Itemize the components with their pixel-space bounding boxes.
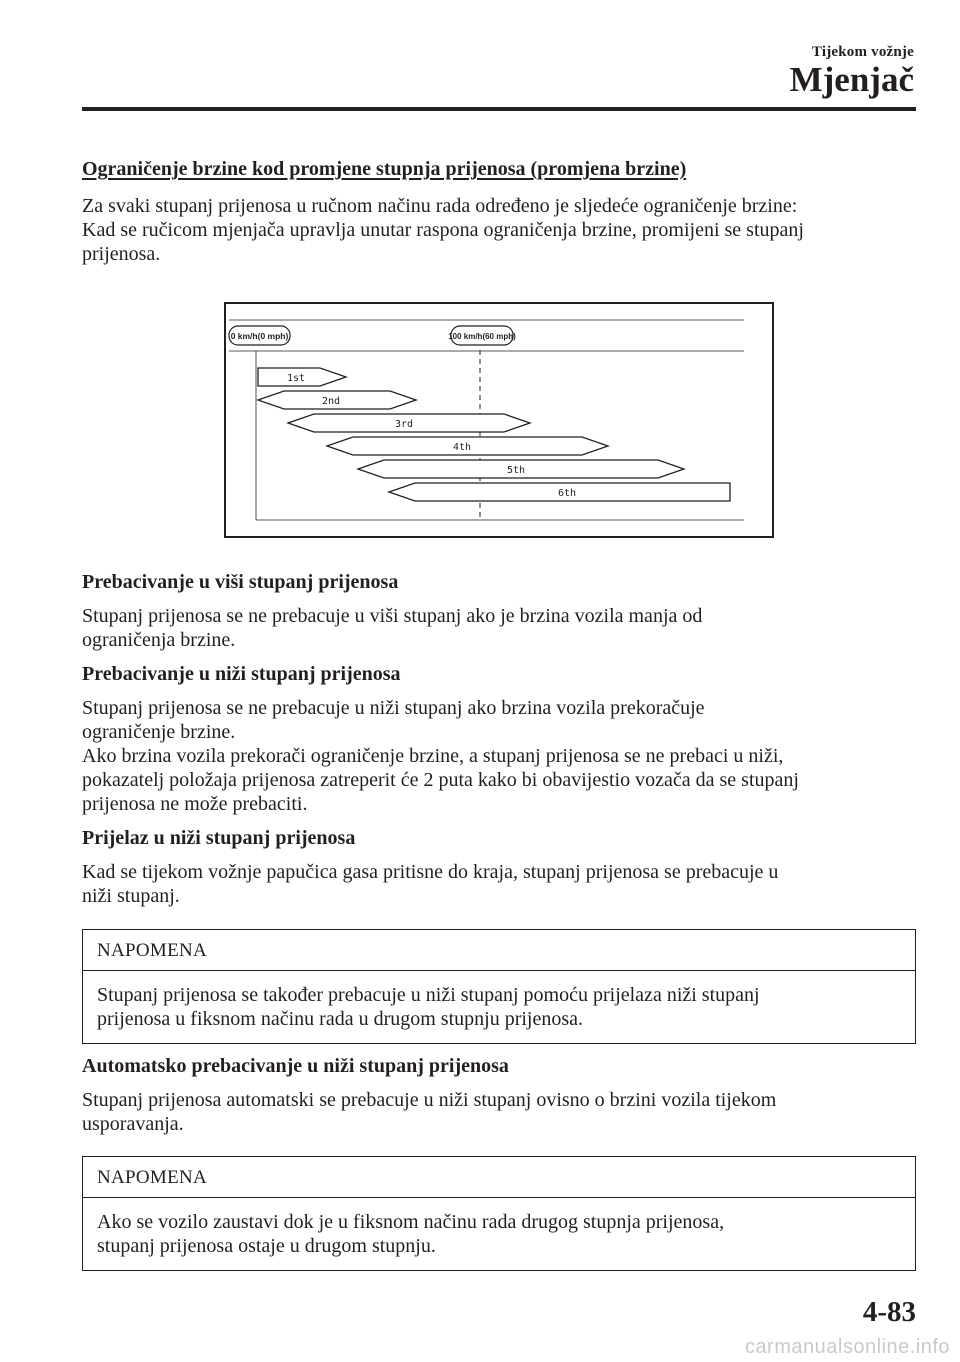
intro-line: prijenosa. (82, 243, 161, 265)
gear-label-5th: 5th (506, 465, 526, 476)
gear-label-1st: 1st (286, 373, 306, 384)
intro-line: Kad se ručicom mjenjača upravlja unutar raspona ograničenja brzine, promijeni se stupanj (82, 219, 804, 241)
section-title: Prebacivanje u niži stupanj prijenosa (82, 663, 401, 685)
note-line: Stupanj prijenosa se također prebacuje u niži stupanj pomoću prijelaza niži stupanj (97, 984, 760, 1006)
gear-label-2nd: 2nd (321, 396, 341, 407)
intro-heading: Ograničenje brzine kod promjene stupnja prijenosa (promjena brzine) (82, 158, 687, 180)
section-line: prijenosa ne može prebaciti. (82, 793, 308, 815)
note-line: prijenosa u fiksnom načinu rada u drugom stupnju prijenosa. (97, 1008, 584, 1030)
intro-block (82, 158, 922, 266)
section-kickdown (82, 827, 922, 908)
note-box (82, 1156, 916, 1271)
section-auto-downshift (82, 1055, 922, 1136)
gear-label-6th: 6th (557, 488, 577, 499)
gear-speed-diagram (224, 302, 774, 538)
section-line: Stupanj prijenosa se ne prebacuje u viši stupanj ako je brzina vozila manja od (82, 605, 703, 627)
section-line: Ako brzina vozila prekorači ograničenje brzine, a stupanj prijenosa se ne prebaci u niži, (82, 745, 784, 767)
intro-line: Za svaki stupanj prijenosa u ručnom načinu rada određeno je sljedeće ograničenje brzine: (82, 195, 798, 217)
page-title: Mjenjač (789, 60, 914, 99)
section-line: ograničenja brzine. (82, 629, 236, 651)
watermark: carmanualsonline.info (744, 1336, 950, 1358)
section-upshift (82, 571, 922, 652)
section-line: Kad se tijekom vožnje papučica gasa pritisne do kraja, stupanj prijenosa se prebacuje u (82, 861, 779, 883)
gear-label-3rd: 3rd (394, 419, 414, 430)
zero-speed-label: 0 km/h(0 mph) (230, 331, 289, 341)
section-line: niži stupanj. (82, 885, 180, 907)
section-line: Stupanj prijenosa se ne prebacuje u niži stupanj ako brzina vozila prekoračuje (82, 697, 705, 719)
section-line: usporavanja. (82, 1113, 184, 1135)
note-box (82, 929, 916, 1044)
note-heading: NAPOMENA (83, 930, 915, 971)
gear-speed-svg (226, 304, 772, 536)
section-title: Prebacivanje u viši stupanj prijenosa (82, 571, 399, 593)
hundred-speed-label: 100 km/h(60 mph) (448, 332, 516, 341)
header-rule (82, 107, 916, 111)
section-title: Automatsko prebacivanje u niži stupanj prijenosa (82, 1055, 509, 1077)
section-title: Prijelaz u niži stupanj prijenosa (82, 827, 356, 849)
section-line: pokazatelj položaja prijenosa zatreperit će 2 puta kako bi obavijestio vozača da se stupanj (82, 769, 799, 791)
section-header: Tijekom vožnje (811, 44, 914, 60)
note-line: stupanj prijenosa ostaje u drugom stupnju. (97, 1235, 436, 1257)
page-number: 4-83 (862, 1296, 916, 1328)
gear-label-4th: 4th (452, 442, 472, 453)
note-heading: NAPOMENA (83, 1157, 915, 1198)
note-body (83, 971, 915, 1043)
note-line: Ako se vozilo zaustavi dok je u fiksnom načinu rada drugog stupnja prijenosa, (97, 1211, 725, 1233)
section-line: Stupanj prijenosa automatski se prebacuje u niži stupanj ovisno o brzini vozila tijekom (82, 1089, 777, 1111)
note-body (83, 1198, 915, 1270)
section-line: ograničenje brzine. (82, 721, 236, 743)
section-downshift (82, 663, 922, 816)
